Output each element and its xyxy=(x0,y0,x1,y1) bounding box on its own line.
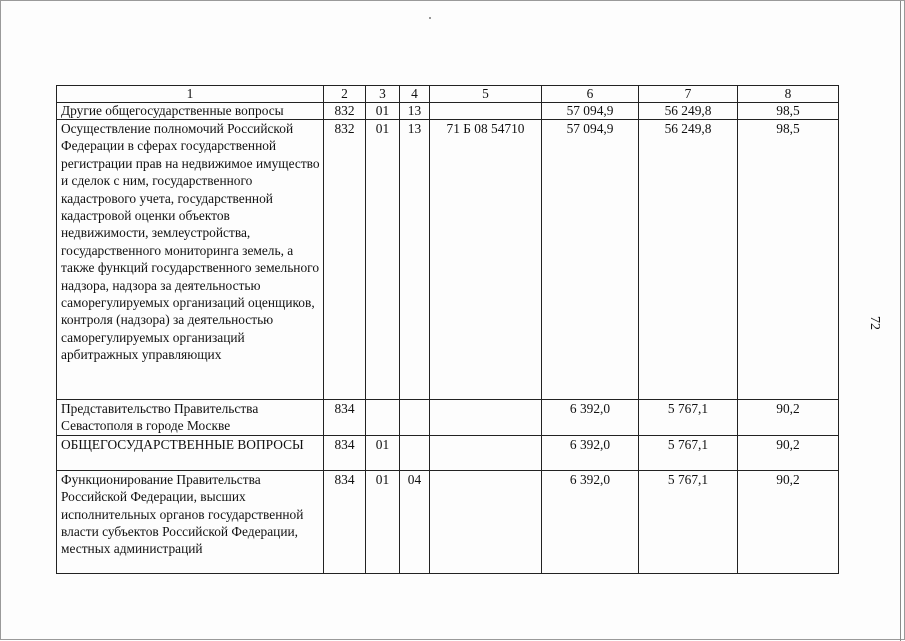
subsection-code: 13 xyxy=(400,103,430,120)
row-name: Представительство Правительства Севастополя в городе Москве xyxy=(57,400,324,436)
header-cell-6: 6 xyxy=(542,86,639,103)
scan-speck xyxy=(429,17,431,19)
admin-code: 832 xyxy=(324,103,366,120)
planned-amount: 6 392,0 xyxy=(542,435,639,470)
subsection-code: 13 xyxy=(400,120,430,400)
budget-table xyxy=(56,85,839,574)
target-article: 71 Б 08 54710 xyxy=(430,120,542,400)
executed-amount: 56 249,8 xyxy=(639,103,738,120)
table-row xyxy=(57,103,839,120)
executed-amount: 5 767,1 xyxy=(639,470,738,573)
target-article xyxy=(430,435,542,470)
planned-amount: 57 094,9 xyxy=(542,103,639,120)
section-code xyxy=(366,400,400,436)
section-code: 01 xyxy=(366,470,400,573)
header-cell-4: 4 xyxy=(400,86,430,103)
target-article xyxy=(430,400,542,436)
table-row xyxy=(57,435,839,470)
header-cell-1: 1 xyxy=(57,86,324,103)
executed-amount: 5 767,1 xyxy=(639,400,738,436)
table-row xyxy=(57,120,839,400)
execution-percent: 90,2 xyxy=(738,400,839,436)
row-name: ОБЩЕГОСУДАРСТВЕННЫЕ ВОПРОСЫ xyxy=(57,435,324,470)
target-article xyxy=(430,103,542,120)
subsection-code xyxy=(400,400,430,436)
planned-amount: 6 392,0 xyxy=(542,470,639,573)
page-edge xyxy=(900,1,901,641)
header-cell-2: 2 xyxy=(324,86,366,103)
page-number: 72 xyxy=(867,316,882,330)
executed-amount: 5 767,1 xyxy=(639,435,738,470)
execution-percent: 98,5 xyxy=(738,103,839,120)
admin-code: 834 xyxy=(324,470,366,573)
table-row xyxy=(57,400,839,436)
table-row xyxy=(57,470,839,573)
header-cell-8: 8 xyxy=(738,86,839,103)
execution-percent: 90,2 xyxy=(738,435,839,470)
row-name: Функционирование Правительства Российской Федерации, высших исполнительных органов государственной власти субъектов Российской Федерации, местных администраций xyxy=(57,470,324,573)
target-article xyxy=(430,470,542,573)
section-code: 01 xyxy=(366,435,400,470)
header-cell-7: 7 xyxy=(639,86,738,103)
row-name: Другие общегосударственные вопросы xyxy=(57,103,324,120)
table-header-row xyxy=(57,86,839,103)
admin-code: 834 xyxy=(324,435,366,470)
row-name: Осуществление полномочий Российской Федерации в сферах государственной регистрации прав на недвижимое имущество и сделок с ним, государственного кадастрового учета, государственной кадастровой оценки объектов недвижимости, землеустройства, государственного мониторинга земель, а также функций государственного земельного надзора, надзора за деятельностью саморегулируемых организаций оценщиков, контроля (надзора) за деятельностью саморегулируемых организаций арбитражных управляющих xyxy=(57,120,324,400)
subsection-code xyxy=(400,435,430,470)
planned-amount: 57 094,9 xyxy=(542,120,639,400)
header-cell-3: 3 xyxy=(366,86,400,103)
section-code: 01 xyxy=(366,120,400,400)
header-cell-5: 5 xyxy=(430,86,542,103)
section-code: 01 xyxy=(366,103,400,120)
planned-amount: 6 392,0 xyxy=(542,400,639,436)
execution-percent: 98,5 xyxy=(738,120,839,400)
admin-code: 832 xyxy=(324,120,366,400)
admin-code: 834 xyxy=(324,400,366,436)
executed-amount: 56 249,8 xyxy=(639,120,738,400)
execution-percent: 90,2 xyxy=(738,470,839,573)
subsection-code: 04 xyxy=(400,470,430,573)
